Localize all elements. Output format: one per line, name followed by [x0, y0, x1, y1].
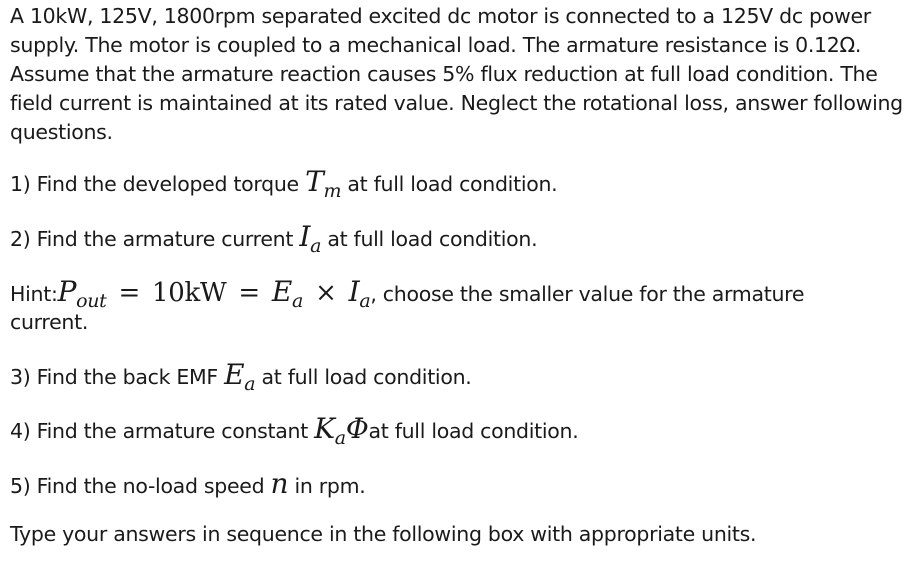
question-3-text: 3) Find the back EMF — [10, 365, 225, 389]
current-symbol: I — [299, 220, 311, 253]
power-subscript: out — [76, 290, 107, 312]
question-1 — [10, 165, 557, 202]
question-4-suffix: at full load condition. — [368, 419, 579, 443]
emf-subscript: a — [292, 290, 304, 312]
current-subscript: a — [310, 235, 322, 257]
equals-sign-2: = — [238, 278, 260, 308]
question-5 — [10, 467, 366, 500]
torque-symbol: T — [305, 165, 324, 198]
current-subscript-hint: a — [359, 290, 371, 312]
back-emf-symbol: E — [224, 358, 245, 391]
times-sign: × — [315, 278, 337, 308]
torque-subscript: m — [323, 180, 342, 202]
hint-line — [10, 275, 804, 312]
question-4-text: 4) Find the armature constant — [10, 419, 315, 443]
power-value: 10kW — [152, 278, 227, 308]
hint-label: Hint: — [10, 282, 58, 306]
question-4 — [10, 412, 578, 449]
problem-document — [10, 0, 915, 147]
hint-suffix: , choose the smaller value for the armature — [370, 282, 805, 306]
speed-symbol: n — [270, 467, 289, 500]
back-emf-subscript: a — [244, 373, 256, 395]
question-5-suffix: in rpm. — [288, 474, 366, 498]
armature-constant-symbol: K — [314, 412, 335, 445]
question-3 — [10, 358, 471, 395]
problem-statement: A 10kW, 125V, 1800rpm separated excited dc motor is connected to a 125V dc power supply. The motor is coupled to a mechanical load. The armature resistance is 0.12Ω. Assume that the armature reaction causes 5% flux reduction at full load condition. The field current is maintained at its rated value. Neglect the rotational loss, answer following questions. — [10, 4, 903, 144]
question-2 — [10, 220, 537, 257]
instructions-footer: Type your answers in sequence in the following box with appropriate units. — [10, 522, 757, 546]
power-symbol: P — [57, 275, 77, 308]
equals-sign: = — [118, 278, 141, 308]
question-5-text: 5) Find the no-load speed — [10, 474, 271, 498]
question-2-text: 2) Find the armature current — [10, 227, 300, 251]
question-3-suffix: at full load condition. — [255, 365, 472, 389]
hint-continuation: current. — [10, 310, 89, 334]
question-1-suffix: at full load condition. — [341, 172, 558, 196]
flux-symbol: Φ — [345, 412, 369, 445]
armature-constant-subscript: a — [334, 427, 346, 449]
question-2-suffix: at full load condition. — [321, 227, 538, 251]
current-symbol-hint: I — [348, 275, 360, 308]
question-1-text: 1) Find the developed torque — [10, 172, 306, 196]
emf-symbol: E — [271, 275, 293, 308]
